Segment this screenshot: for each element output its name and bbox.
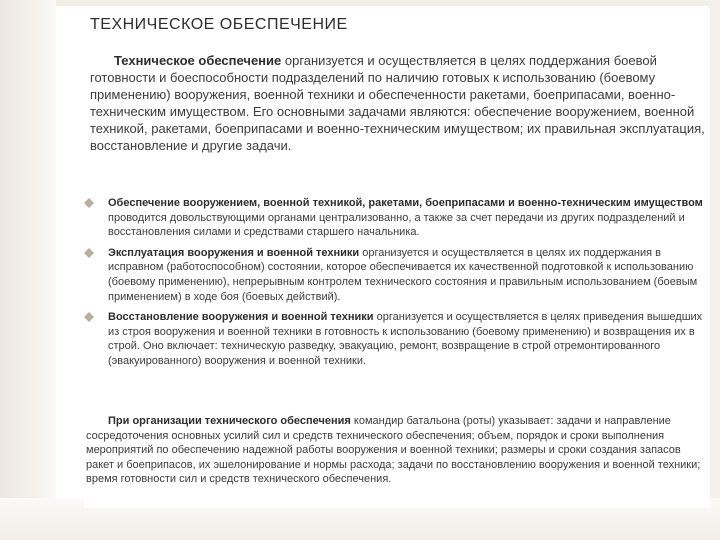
diamond-bullet-icon <box>84 198 94 208</box>
lead-bold: Техническое обеспечение <box>114 53 282 68</box>
lead-text: организуется и осуществляется в целях поддержания боевой готовности и боеспособности подразделений по наличию готовых к использованию (боевому применению) вооружения, военной техники и обеспеченности ракетами, боеприпасами, военно-техническим имуществом. Его основными задачами являются: обеспечение вооружением, военной техникой, ракетами, боеприпасами и военно-техническим имуществом; их правильная эксплуатация, восстановление и другие задачи. <box>90 53 705 153</box>
bullet-bold: Эксплуатация вооружения и военной техники <box>108 246 360 259</box>
lead-paragraph <box>90 52 706 154</box>
frame-left-border <box>0 0 56 540</box>
bullet-text: организуется и осуществляется в целях приведения вышедших из строя вооружения и военной техники в готовность к использованию (боевому применению) и возвращения их в строй. Оно включает: техническую разведку, эвакуацию, ремонт, возвращение в строй отремонтированного (эвакуированного) вооружения и военной техники. <box>108 311 703 367</box>
list-item <box>84 246 710 304</box>
closing-bold: При организации технического обеспечения <box>108 415 351 427</box>
closing-paragraph <box>86 414 706 487</box>
bullet-text: проводится довольствующими органами централизованно, а также за счет передачи из других подразделений и восстановления силами и средствами старшего начальника. <box>108 211 685 239</box>
bullet-list <box>84 196 710 375</box>
bullet-text: организуется и осуществляется в целях их поддержания в исправном (работоспособном) состоянии, которое обеспечивается их качественной подготовкой к использованию (боевому применению), непрерывным контролем технического состояния и правильным использованием (боевым применением) в ходе боя (боевых действий). <box>108 246 698 303</box>
closing-text: командир батальона (роты) указывает: задачи и направление сосредоточения основных усилий сил и средств технического обеспечения; объем, порядок и сроки выполнения мероприятий по обеспечению надежной работы вооружения и военной техники; размеры и сроки создания запасов ракет и боеприпасов, их эшелонирование и нормы расхода; задачи по восстановлению вооружения и военной техники; время готовности сил и средств технического обеспечения. <box>86 415 701 486</box>
diamond-bullet-icon <box>84 248 94 258</box>
slide-content <box>84 8 710 508</box>
slide-title: ТЕХНИЧЕСКОЕ ОБЕСПЕЧЕНИЕ <box>90 16 348 33</box>
frame-top-border <box>56 0 720 6</box>
bullet-bold: Восстановление вооружения и военной техники <box>108 311 374 324</box>
list-item <box>84 310 710 368</box>
bullet-bold: Обеспечение вооружением, военной техникой, ракетами, боеприпасами и военно-техническим имуществом <box>108 197 703 209</box>
diamond-bullet-icon <box>84 312 94 322</box>
list-item <box>84 196 710 240</box>
